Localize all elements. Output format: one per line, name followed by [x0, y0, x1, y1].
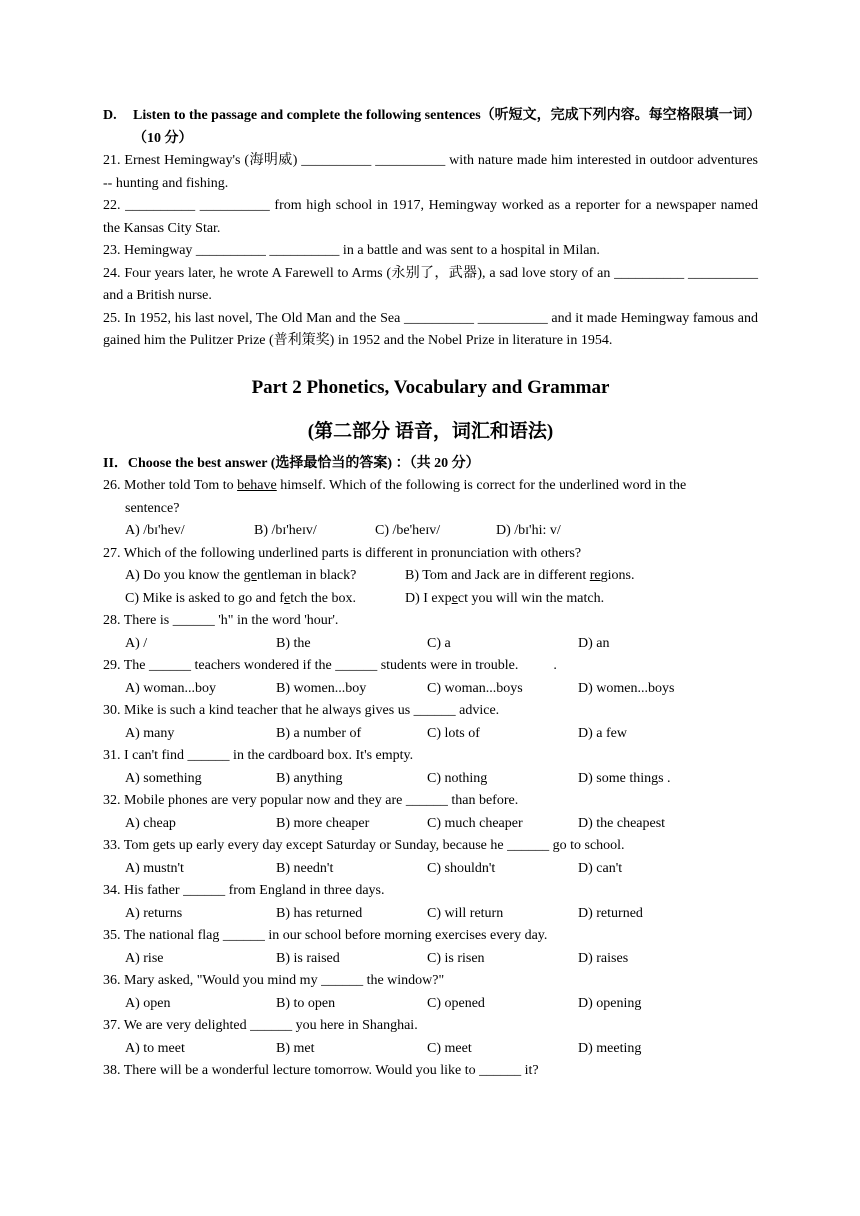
q33-option-c: C) shouldn't	[427, 860, 496, 876]
part-2-title: Part 2 Phonetics, Vocabulary and Grammar	[251, 376, 610, 398]
q29-option-a: A) woman...boy	[125, 680, 216, 696]
q32-option-d: D) the cheapest	[578, 815, 666, 831]
question-38: 38. There will be a wonderful lecture tomorrow. Would you like to ______ it?	[103, 1063, 539, 1078]
q28-option-c: C) a	[427, 635, 451, 651]
question-22: 22. __________ __________ from high school in 1917, Hemingway worked as a reporter for a newspaper named the Kansas City Star.	[103, 198, 758, 236]
question-25: 25. In 1952, his last novel, The Old Man and the Sea __________ __________ and it made Hemingway famous and gained him the Pulitzer Prize (普利策奖) in 1952 and the Nobel Prize in literature in 1954.	[103, 310, 758, 348]
q26-option-c: C) /be'heɪv/	[375, 523, 441, 538]
question-27: 27. Which of the following underlined parts is different in pronunciation with others?	[103, 545, 582, 561]
q27-d-post: ct you will win the match.	[457, 590, 605, 606]
q35-option-b: B) is raised	[276, 950, 340, 966]
q26-pre: 26. Mother told Tom to	[103, 478, 238, 493]
q29-options	[103, 678, 758, 701]
q37-options	[103, 1038, 758, 1061]
question-35: 35. The national flag ______ in our school before morning exercises every day.	[103, 928, 548, 943]
question-34: 34. His father ______ from England in three days.	[103, 883, 385, 898]
q26-option-b: B) /bɪ'heɪv/	[254, 523, 317, 538]
question-37: 37. We are very delighted ______ you here in Shanghai.	[103, 1018, 418, 1033]
q27-option-c	[125, 588, 405, 611]
q36-options	[103, 993, 758, 1016]
q31-option-c: C) nothing	[427, 770, 488, 786]
q30-option-b: B) a number of	[276, 725, 362, 741]
q28-options	[103, 633, 758, 656]
q29-option-b: B) women...boy	[276, 680, 367, 696]
q27-a-post: ntleman in black?	[256, 568, 357, 583]
q26-option-d: D) /bɪ'hi: v/	[496, 523, 561, 538]
q37-option-c: C) meet	[427, 1040, 472, 1056]
q37-option-d: D) meeting	[578, 1040, 642, 1056]
q34-options	[103, 903, 758, 926]
q33-options	[103, 858, 758, 881]
q32-options	[103, 813, 758, 836]
exam-page	[103, 105, 758, 1083]
q36-option-d: D) opening	[578, 995, 642, 1011]
q31-option-a: A) something	[125, 770, 202, 786]
question-23: 23. Hemingway __________ __________ in a battle and was sent to a hospital in Milan.	[103, 243, 600, 258]
q35-option-a: A) rise	[125, 950, 164, 966]
question-31: 31. I can't find ______ in the cardboard box. It's empty.	[103, 748, 414, 763]
q33-option-d: D) can't	[578, 860, 623, 876]
q27-a-underlined: ge	[243, 568, 257, 583]
q31-option-d: D) some things .	[578, 770, 671, 786]
section-d-instruction: Listen to the passage and complete the following sentences（听短文，完成下列内容。每空格限填一词）（10 分）	[133, 108, 754, 146]
question-24: 24. Four years later, he wrote A Farewell to Arms (永别了，武器), a sad love story of an __________ __________ and a British nurse.	[103, 265, 758, 303]
q26-underlined-word: behave	[237, 478, 277, 493]
q27-b-post: gions.	[600, 568, 635, 583]
q29-option-d: D) women...boys	[578, 680, 675, 696]
q27-option-b	[405, 565, 634, 588]
q30-option-a: A) many	[125, 725, 175, 741]
q32-option-b: B) more cheaper	[276, 815, 370, 831]
q27-c-pre: C) Mike is asked to go and f	[125, 590, 285, 606]
q31-option-b: B) anything	[276, 770, 343, 786]
question-30: 30. Mike is such a kind teacher that he always gives us ______ advice.	[103, 703, 500, 718]
q36-option-a: A) open	[125, 995, 171, 1011]
question-28: 28. There is ______ 'h" in the word 'hour'.	[103, 613, 339, 628]
section-d-heading	[103, 105, 758, 150]
q28-option-d: D) an	[578, 635, 610, 651]
q26-option-a: A) /bɪ'hev/	[125, 523, 185, 538]
q27-b-pre: B) Tom and Jack are in different	[405, 568, 590, 583]
q26-continuation: sentence?	[125, 500, 180, 516]
q30-option-d: D) a few	[578, 725, 627, 741]
q37-option-b: B) met	[276, 1040, 315, 1056]
section-ii-heading: II．Choose the best answer (选择最恰当的答案) ：（共 20 分）	[103, 455, 480, 471]
q35-options	[103, 948, 758, 971]
q33-option-b: B) needn't	[276, 860, 334, 876]
q32-option-a: A) cheap	[125, 815, 176, 831]
q27-option-a	[125, 565, 405, 588]
q32-option-c: C) much cheaper	[427, 815, 523, 831]
q27-d-pre: D) I exp	[405, 590, 452, 606]
q26-post: himself. Which of the following is correct for the underlined word in the	[276, 478, 687, 493]
q26-options	[103, 520, 758, 543]
q34-option-d: D) returned	[578, 905, 643, 921]
q36-option-c: C) opened	[427, 995, 485, 1011]
question-36: 36. Mary asked, "Would you mind my ______ the window?"	[103, 973, 445, 988]
question-33: 33. Tom gets up early every day except Saturday or Sunday, because he ______ go to school.	[103, 838, 625, 853]
q31-options	[103, 768, 758, 791]
q27-options-row-1	[103, 565, 758, 588]
q33-option-a: A) mustn't	[125, 860, 184, 876]
q34-option-a: A) returns	[125, 905, 183, 921]
q36-option-b: B) to open	[276, 995, 336, 1011]
q27-options-row-2	[103, 588, 758, 611]
q34-option-c: C) will return	[427, 905, 504, 921]
q34-option-b: B) has returned	[276, 905, 363, 921]
q27-b-underlined: re	[589, 568, 601, 583]
q27-a-pre: A) Do you know the	[125, 568, 244, 583]
q30-options	[103, 723, 758, 746]
q27-option-d	[405, 588, 604, 611]
q29-option-c: C) woman...boys	[427, 680, 523, 696]
section-d-label: D.	[103, 108, 117, 123]
question-32: 32. Mobile phones are very popular now and they are ______ than before.	[103, 793, 519, 808]
q27-c-post: tch the box.	[290, 590, 356, 606]
part-2-subtitle: (第二部分 语音，词汇和语法)	[307, 420, 554, 442]
q37-option-a: A) to meet	[125, 1040, 185, 1056]
q35-option-d: D) raises	[578, 950, 629, 966]
q30-option-c: C) lots of	[427, 725, 480, 741]
q35-option-c: C) is risen	[427, 950, 485, 966]
q28-option-a: A) /	[125, 635, 148, 651]
q27-c-underlined: e	[284, 590, 291, 606]
question-26	[103, 475, 758, 520]
q27-d-underlined: e	[451, 590, 458, 606]
question-21: 21. Ernest Hemingway's (海明威) __________ __________ with nature made him interested in outdoor adventures -- hunting and fishing.	[103, 153, 758, 191]
q28-option-b: B) the	[276, 635, 311, 651]
question-29: 29. The ______ teachers wondered if the ______ students were in trouble. .	[103, 658, 557, 673]
